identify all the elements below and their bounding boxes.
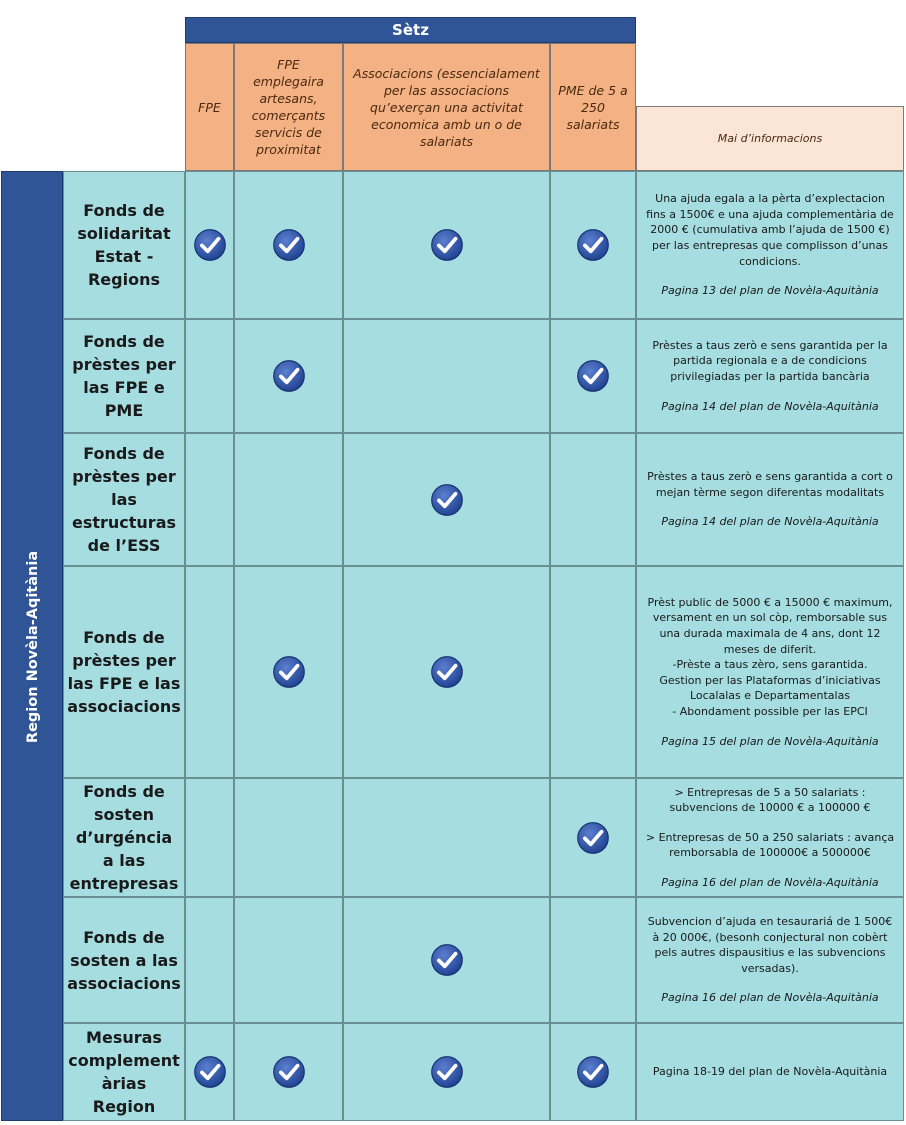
check-cell (550, 1023, 636, 1121)
info-text: Pagina 18-19 del plan de Novèla-Aquitània (652, 1065, 888, 1079)
info-cell (636, 897, 904, 1023)
info-text: - Abondament possible per las EPCI (672, 704, 868, 718)
check-cell (550, 897, 636, 1023)
setz-group-header: Sètz (185, 17, 636, 43)
row-label: Fonds de sosten d’urgéncia a las entrepresas (63, 778, 185, 897)
checkmark-icon (271, 654, 307, 690)
check-cell (185, 566, 234, 778)
checkmark-icon (192, 1054, 228, 1090)
info-text: Gestion per las Plataformas d’iniciativas Localalas e Departamentalas (659, 673, 881, 703)
column-header-fpe: FPE (185, 43, 234, 171)
page-reference: Pagina 15 del plan de Novèla-Aquitània (661, 734, 879, 748)
check-cell (343, 566, 550, 778)
checkmark-icon (271, 227, 307, 263)
region-label: Region Novèla-Aqitània (25, 550, 41, 744)
check-cell (343, 319, 550, 433)
checkmark-icon (575, 1054, 611, 1090)
page-reference: Pagina 16 del plan de Novèla-Aquitània (661, 875, 879, 889)
info-text: Prèstes a taus zerò e sens garantida per la partida regionala e a de condicions privilegiadas per la partida bancària (652, 338, 888, 383)
page-reference: Pagina 13 del plan de Novèla-Aquitània (661, 284, 879, 298)
checkmark-icon (429, 1054, 465, 1090)
check-cell (234, 566, 343, 778)
check-cell (234, 433, 343, 566)
check-cell (234, 319, 343, 433)
info-cell (636, 171, 904, 319)
checkmark-icon (429, 227, 465, 263)
info-text: Prèst public de 5000 € a 15000 € maximum, versament en un sol còp, remborsable sus una durada maximala de 4 ans, dont 12 meses de diferit. (647, 595, 893, 656)
checkmark-icon (575, 358, 611, 394)
row-label: Mesuras complement àrias Region (63, 1023, 185, 1121)
checkmark-icon (429, 482, 465, 518)
checkmark-icon (192, 227, 228, 263)
column-header-info: Mai d’informacions (636, 106, 904, 171)
info-cell (636, 433, 904, 566)
row-label: Fonds de prèstes per las estructuras de l’ESS (63, 433, 185, 566)
column-header-associacions: Associacions (essencialament per las associacions qu’exerçan una activitat economica amb un o de salariats (343, 43, 550, 171)
checkmark-icon (271, 1054, 307, 1090)
check-cell (234, 171, 343, 319)
check-cell (550, 566, 636, 778)
row-label: Fonds de prèstes per las FPE e PME (63, 319, 185, 433)
info-cell (636, 566, 904, 778)
check-cell (550, 778, 636, 897)
checkmark-icon (271, 358, 307, 394)
check-cell (550, 433, 636, 566)
checkmark-icon (575, 820, 611, 856)
checkmark-icon (575, 227, 611, 263)
check-cell (343, 897, 550, 1023)
check-cell (343, 1023, 550, 1121)
column-header-pme: PME de 5 a 250 salariats (550, 43, 636, 171)
info-cell (636, 778, 904, 897)
column-header-fpe-artesans: FPE emplegaira artesans, comerçants servicis de proximitat (234, 43, 343, 171)
check-cell (343, 778, 550, 897)
page-reference: Pagina 16 del plan de Novèla-Aquitània (661, 991, 879, 1005)
check-cell (234, 897, 343, 1023)
check-cell (185, 319, 234, 433)
row-label: Fonds de prèstes per las FPE e las associacions (63, 566, 185, 778)
checkmark-icon (429, 942, 465, 978)
info-text: Una ajuda egala a la pèrta d’explectacion fins a 1500€ e una ajuda complementària de 2000 € (cumulativa amb l’ajuda de 1500 €) per las entrepresas que complisson d’unas condicions. (646, 192, 894, 268)
check-cell (343, 171, 550, 319)
check-cell (185, 897, 234, 1023)
info-text: > Entrepresas de 50 a 250 salariats : avança remborsabla de 100000€ a 500000€ (645, 830, 895, 860)
check-cell (234, 778, 343, 897)
check-cell (550, 171, 636, 319)
region-label-cell (1, 171, 63, 1121)
info-cell (636, 1023, 904, 1121)
page-reference: Pagina 14 del plan de Novèla-Aquitània (661, 399, 879, 413)
check-cell (550, 319, 636, 433)
info-text: Subvencion d’ajuda en tesaurariá de 1 500€ à 20 000€, (besonh conjectural non cobèrt pels autres dispausitius e las subvencions versadas). (647, 915, 893, 975)
check-cell (234, 1023, 343, 1121)
info-cell (636, 319, 904, 433)
check-cell (185, 433, 234, 566)
check-cell (185, 778, 234, 897)
page-reference: Pagina 14 del plan de Novèla-Aquitània (661, 515, 879, 529)
check-cell (185, 1023, 234, 1121)
info-text: Prèstes a taus zerò e sens garantida a cort o mejan tèrme segon diferentas modalitats (647, 470, 893, 499)
row-label: Fonds de solidaritat Estat - Regions (63, 171, 185, 319)
checkmark-icon (429, 654, 465, 690)
check-cell (185, 171, 234, 319)
check-cell (343, 433, 550, 566)
info-text: -Prèste a taus zèro, sens garantida. (672, 658, 868, 672)
info-text: > Entrepresas de 5 a 50 salariats : subvencions de 10000 € a 100000 € (669, 785, 871, 815)
row-label: Fonds de sosten a las associacions (63, 897, 185, 1023)
